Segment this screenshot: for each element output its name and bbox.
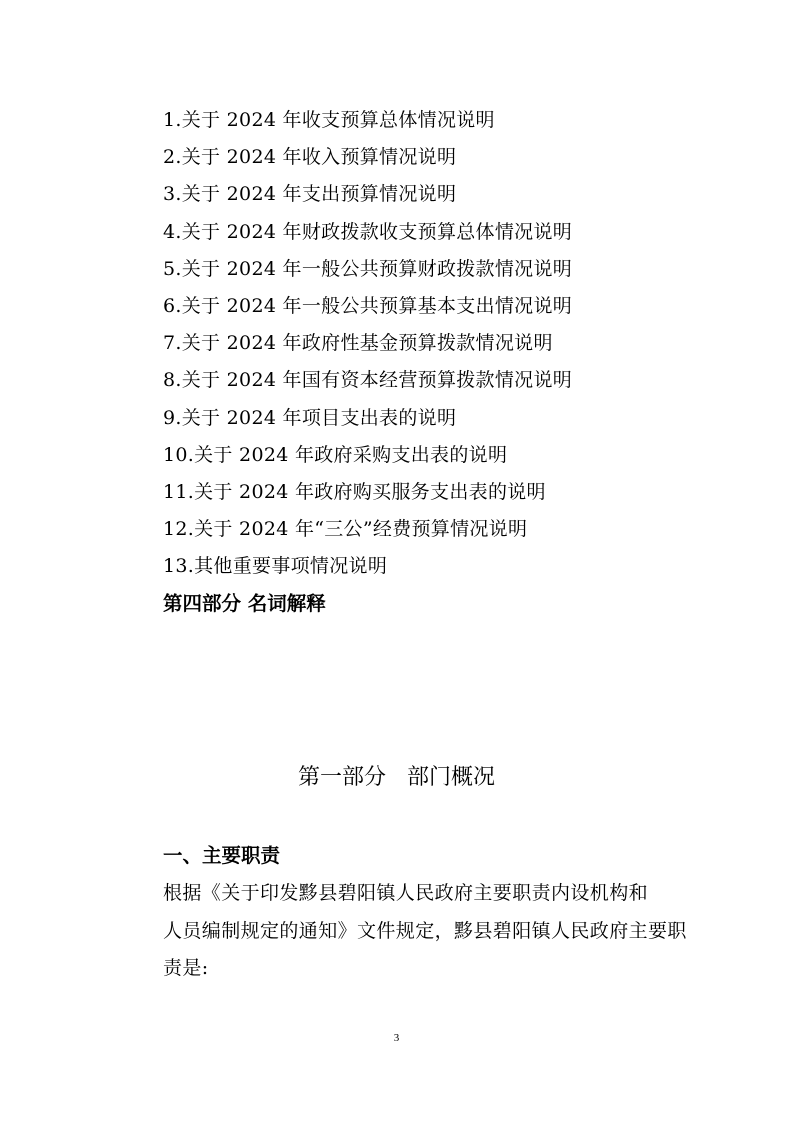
toc-item-3: 3.关于 2024 年支出预算情况说明 [163,183,457,206]
section-one-heading: 一、主要职责 [163,844,281,867]
toc-item-13: 13.其他重要事项情况说明 [163,555,388,578]
table-of-contents [163,102,723,622]
toc-item-11: 11.关于 2024 年政府购买服务支出表的说明 [163,480,546,503]
toc-item-7: 7.关于 2024 年政府性基金预算拨款情况说明 [163,332,553,355]
toc-item-10: 10.关于 2024 年政府采购支出表的说明 [163,443,508,466]
responsibilities-paragraph [163,875,703,988]
toc-item-1: 1.关于 2024 年收支预算总体情况说明 [163,109,495,131]
toc-item-6: 6.关于 2024 年一般公共预算基本支出情况说明 [163,294,573,317]
paragraph-line-1: 根据《关于印发黟县碧阳镇人民政府主要职责内设机构和 [163,882,649,904]
part-one-title: 第一部分 部门概况 [298,765,495,790]
page-number: 3 [393,1032,400,1044]
paragraph-line-3: 责是: [163,957,209,979]
toc-item-8: 8.关于 2024 年国有资本经营预算拨款情况说明 [163,369,573,392]
toc-part-four-heading: 第四部分 名词解释 [163,592,326,616]
toc-item-2: 2.关于 2024 年收入预算情况说明 [163,146,457,169]
toc-item-4: 4.关于 2024 年财政拨款收支预算总体情况说明 [163,220,573,243]
toc-item-9: 9.关于 2024 年项目支出表的说明 [163,406,457,429]
paragraph-line-2: 人员编制规定的通知》文件规定，黟县碧阳镇人民政府主要职 [163,919,687,942]
toc-item-5: 5.关于 2024 年一般公共预算财政拨款情况说明 [163,257,573,280]
toc-item-12: 12.关于 2024 年“三公”经费预算情况说明 [163,518,528,541]
